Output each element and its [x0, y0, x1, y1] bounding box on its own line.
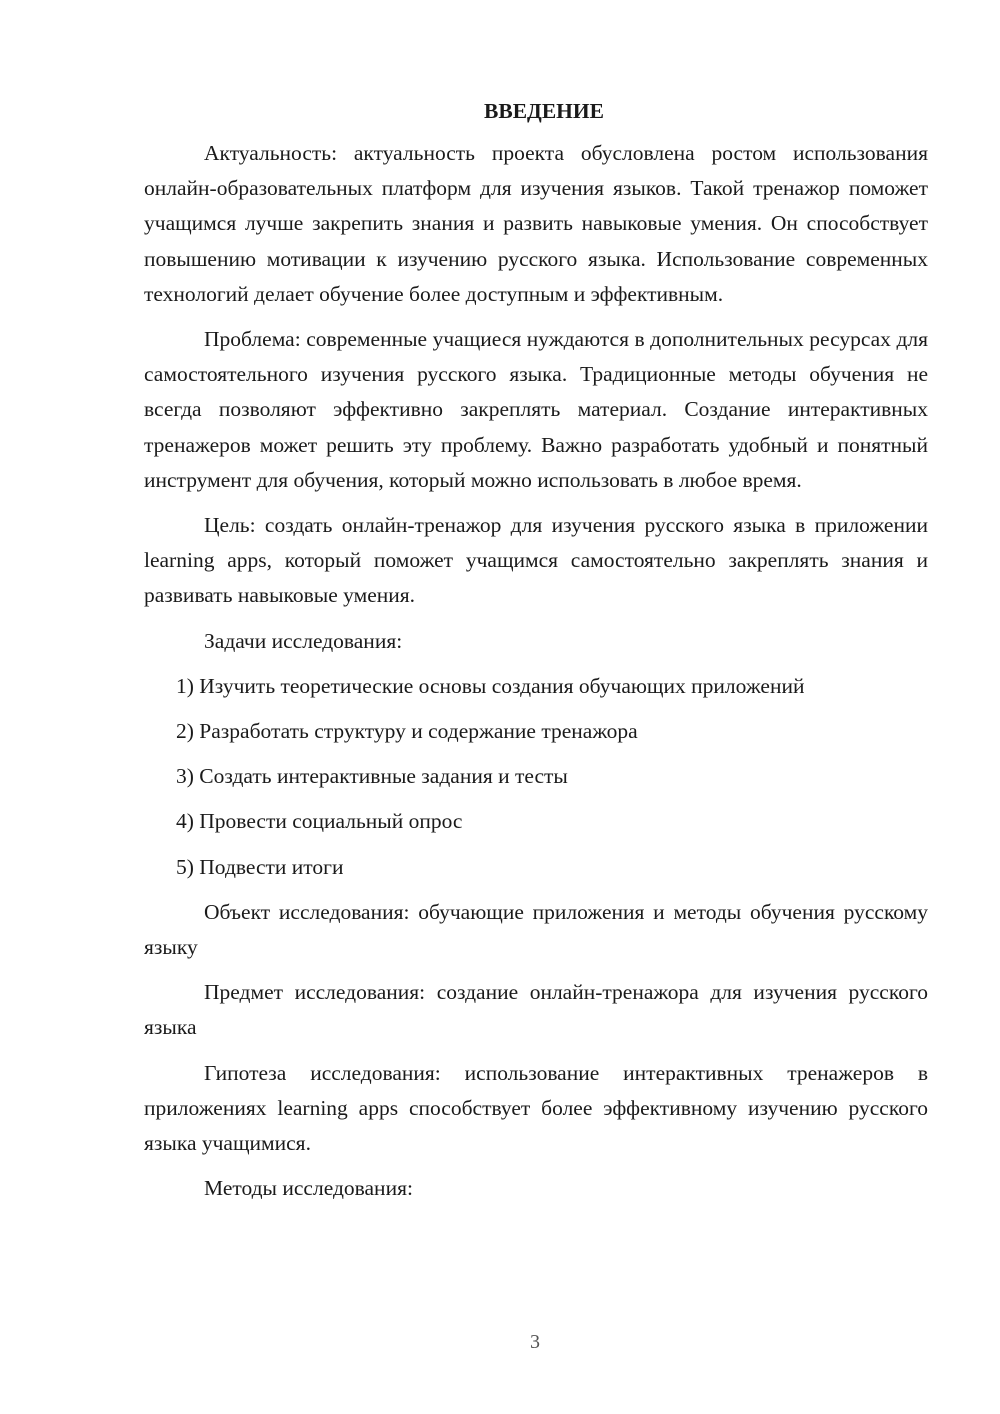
- paragraph-relevance: Актуальность: актуальность проекта обусловлена ростом использования онлайн-образовательных платформ для изучения языков. Такой тренажор поможет учащимся лучше закрепить знания и развить навыковые умения. Он способствует повышению мотивации к изучению русского языка. Использование современных технологий делает обучение более доступным и эффективным.: [144, 141, 928, 306]
- paragraph-object: Объект исследования: обучающие приложения и методы обучения русскому языку: [144, 899, 928, 960]
- task-item: 1) Изучить теоретические основы создания обучающих приложений: [176, 673, 805, 698]
- task-item: 4) Провести социальный опрос: [176, 809, 463, 834]
- task-item: 2) Разработать структуру и содержание тренажора: [176, 719, 638, 744]
- task-item: 5) Подвести итоги: [176, 854, 344, 879]
- page-number: 3: [530, 1331, 540, 1353]
- page-content: [144, 96, 928, 1216]
- task-item: 3) Создать интерактивные задания и тесты: [176, 764, 568, 789]
- methods-heading: Методы исследования:: [204, 1176, 413, 1201]
- paragraph-goal: Цель: создать онлайн-тренажор для изучения русского языка в приложении learning apps, который поможет учащимся самостоятельно закреплять знания и развивать навыковые умения.: [144, 513, 928, 608]
- section-title: ВВЕДЕНИЕ: [484, 99, 604, 123]
- paragraph-hypothesis: Гипотеза исследования: использование интерактивных тренажеров в приложениях learning apps способствует более эффективному изучению русского языка учащимися.: [144, 1060, 928, 1156]
- tasks-list: [144, 669, 928, 885]
- tasks-heading: Задачи исследования:: [204, 628, 403, 653]
- paragraph-subject: Предмет исследования: создание онлайн-тренажора для изучения русского языка: [144, 980, 928, 1040]
- paragraph-problem: Проблема: современные учащиеся нуждаются в дополнительных ресурсах для самостоятельного изучения русского языка. Традиционные методы обучения не всегда позволяют эффективно закреплять материал. Создание интерактивных тренажеров может решить эту проблему. Важно разработать удобный и понятный инструмент для обучения, который можно использовать в любое время.: [144, 327, 928, 492]
